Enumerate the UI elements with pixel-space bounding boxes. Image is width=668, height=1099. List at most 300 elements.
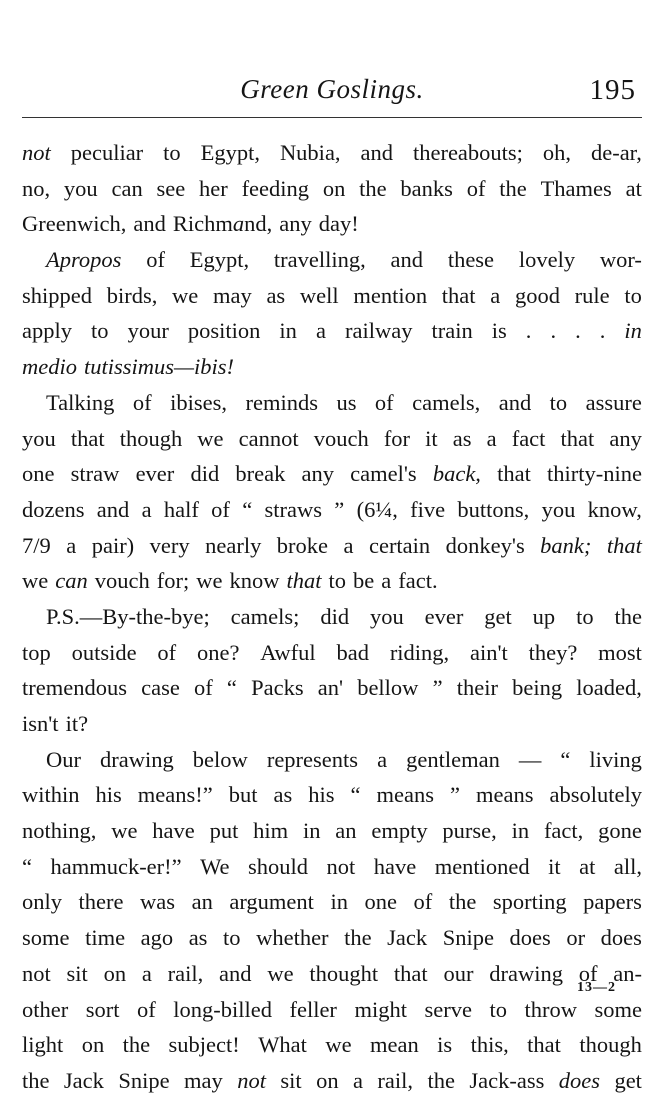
roman-text: to (328, 568, 347, 594)
word (365, 884, 398, 920)
word (320, 599, 349, 635)
word (22, 563, 48, 599)
word (210, 813, 239, 849)
roman-text: nearly (205, 532, 262, 558)
text-line (22, 278, 642, 314)
roman-text: dozens (22, 496, 85, 522)
word (598, 635, 642, 671)
word (499, 171, 527, 207)
roman-text: being (512, 675, 563, 701)
word (370, 599, 404, 635)
word (586, 385, 642, 421)
word (287, 563, 322, 599)
roman-text: outside (71, 639, 137, 665)
roman-text: that (527, 1032, 561, 1058)
word (337, 635, 370, 671)
word (190, 456, 219, 492)
word (476, 777, 533, 813)
word (22, 956, 51, 992)
roman-text: up (532, 603, 556, 629)
word (615, 599, 643, 635)
word (301, 456, 334, 492)
word (607, 528, 642, 564)
roman-text: bad (336, 639, 369, 665)
roman-text: Snipe (442, 925, 494, 951)
text-line (22, 385, 642, 421)
roman-text: . (599, 318, 606, 344)
word (84, 349, 234, 385)
italic-text: medio (22, 354, 77, 380)
word (588, 492, 642, 528)
word (543, 135, 571, 171)
roman-text: a (141, 496, 152, 522)
roman-text: the (427, 1067, 455, 1093)
roman-text: does (600, 925, 642, 951)
word (280, 1063, 301, 1099)
text-line (22, 742, 642, 778)
text-line (22, 884, 642, 920)
word (375, 385, 394, 421)
roman-text: that (393, 960, 428, 986)
roman-text: purse, (442, 818, 497, 844)
word (369, 528, 430, 564)
roman-text: get (614, 1067, 642, 1093)
word (450, 777, 460, 813)
word (566, 920, 585, 956)
body-text (22, 135, 642, 1099)
roman-text: our (443, 960, 474, 986)
word (97, 492, 130, 528)
word (96, 777, 122, 813)
word (300, 278, 339, 314)
word (512, 421, 546, 457)
word (163, 135, 181, 171)
roman-text: in (302, 818, 321, 844)
word (497, 456, 531, 492)
word (169, 1027, 240, 1063)
roman-text: did (190, 461, 220, 487)
roman-text: this, (470, 1032, 509, 1058)
roman-text: ain't (470, 639, 508, 665)
roman-text: serve (424, 996, 472, 1022)
roman-text: We (200, 853, 230, 879)
roman-text: a (66, 532, 77, 558)
roman-text: in (511, 818, 530, 844)
word (242, 171, 309, 207)
word (598, 813, 642, 849)
word (133, 385, 152, 421)
roman-text: vouch (313, 425, 369, 451)
word (118, 1063, 169, 1099)
roman-text: the (122, 1032, 151, 1058)
word (357, 492, 398, 528)
roman-text: (6¼, (356, 496, 398, 522)
roman-text: and (360, 140, 394, 165)
roman-text: P.S.—By-the-bye; (46, 603, 210, 629)
word (548, 849, 561, 885)
signature-mark: 13—2 (577, 980, 616, 995)
text-line (22, 563, 642, 599)
roman-text: have (373, 853, 417, 879)
word (235, 456, 285, 492)
roman-text: and (498, 389, 532, 415)
roman-text: we (172, 282, 199, 308)
word (550, 777, 642, 813)
word (142, 956, 152, 992)
roman-text: at (625, 175, 642, 201)
running-title: Green Goslings. (240, 74, 424, 104)
roman-text: one (22, 461, 55, 487)
italic-text: Apropos (46, 247, 122, 273)
word (425, 421, 438, 457)
roman-text: does (509, 925, 551, 951)
page-number: 195 (589, 74, 636, 106)
roman-text: for (383, 425, 411, 451)
roman-text: de-ar, (590, 140, 642, 165)
roman-text: any (279, 211, 312, 237)
word (213, 278, 252, 314)
word (624, 278, 642, 314)
roman-text: the (344, 925, 372, 951)
roman-text: we (196, 568, 223, 594)
word (377, 742, 387, 778)
text-line (22, 670, 642, 706)
roman-text: on (81, 1032, 105, 1058)
word (22, 456, 55, 492)
roman-text: buttons, (457, 496, 530, 522)
roman-text: that (441, 282, 476, 308)
word (374, 849, 416, 885)
word (64, 1063, 104, 1099)
word (400, 171, 453, 207)
roman-text: ever (424, 603, 464, 629)
word (188, 313, 261, 349)
roman-text: light (22, 1032, 64, 1058)
word (354, 992, 407, 1028)
word (457, 670, 498, 706)
word (211, 492, 230, 528)
roman-text: time (85, 925, 126, 951)
roman-text: ago (140, 925, 174, 951)
roman-text: a (343, 532, 354, 558)
roman-text: fact, (543, 818, 584, 844)
word (184, 1063, 223, 1099)
roman-text: have (152, 818, 195, 844)
word (540, 528, 591, 564)
word (413, 135, 523, 171)
word (489, 992, 507, 1028)
roman-text: sit (66, 960, 88, 986)
word (325, 1027, 351, 1063)
word (22, 670, 127, 706)
text-line (22, 206, 642, 242)
word (591, 135, 642, 171)
roman-text: as (452, 425, 472, 451)
roman-text: . (550, 318, 557, 344)
word (576, 670, 642, 706)
word (345, 313, 412, 349)
roman-text: that (560, 425, 595, 451)
roman-text: lovely (518, 247, 576, 273)
word (624, 313, 642, 349)
word (141, 670, 180, 706)
roman-text: to (163, 140, 181, 165)
roman-text: put (209, 818, 239, 844)
word (277, 528, 328, 564)
word (575, 313, 581, 349)
roman-text: rail, (377, 1067, 414, 1093)
roman-text: rail, (167, 960, 204, 986)
text-line (22, 492, 642, 528)
word (467, 171, 486, 207)
word (614, 849, 642, 885)
text-line (22, 349, 642, 385)
text-line (22, 920, 642, 956)
word (79, 884, 124, 920)
word (92, 528, 134, 564)
word (137, 992, 156, 1028)
word (381, 563, 391, 599)
italic-text: a (232, 211, 245, 237)
word (390, 635, 449, 671)
roman-text: know, (587, 496, 642, 522)
roman-text: of (413, 889, 433, 915)
word (499, 385, 532, 421)
roman-text: Greenwich, (22, 211, 127, 237)
roman-text: on (322, 175, 346, 201)
roman-text: a (377, 746, 388, 772)
roman-text: her (199, 175, 228, 201)
word (146, 242, 165, 278)
roman-text: we (197, 425, 224, 451)
word (260, 635, 315, 671)
word (22, 1063, 50, 1099)
word (50, 849, 181, 885)
word (600, 313, 606, 349)
roman-text: very (149, 532, 190, 558)
roman-text: your (127, 318, 169, 344)
word (172, 278, 198, 314)
word (350, 456, 417, 492)
roman-text: other (22, 996, 69, 1022)
word (435, 849, 530, 885)
roman-text: in (279, 318, 297, 344)
roman-text: broke (276, 532, 329, 558)
roman-text: and (133, 211, 166, 237)
word (303, 813, 321, 849)
word (484, 599, 512, 635)
roman-text: fact (511, 425, 546, 451)
text-line (22, 956, 642, 992)
roman-text: should (248, 853, 309, 879)
word (544, 813, 583, 849)
word (394, 956, 428, 992)
word (55, 563, 88, 599)
roman-text: at (579, 853, 596, 879)
word (22, 813, 96, 849)
roman-text: these (447, 247, 495, 273)
roman-text: peculiar (70, 140, 144, 165)
word (471, 1027, 509, 1063)
word (391, 242, 424, 278)
roman-text: of (374, 389, 394, 415)
roman-text: the (448, 889, 477, 915)
word (550, 385, 568, 421)
roman-text: half (163, 496, 199, 522)
word (334, 492, 344, 528)
roman-text: birds, (106, 282, 158, 308)
roman-text: long-billed (173, 996, 272, 1022)
word (443, 956, 473, 992)
word (550, 313, 556, 349)
roman-text: drawing (489, 960, 563, 986)
roman-text: . (525, 318, 532, 344)
roman-text: you (541, 496, 576, 522)
roman-text: sporting (492, 889, 567, 915)
word (248, 849, 308, 885)
word (327, 849, 356, 885)
roman-text: camels; (230, 603, 300, 629)
word (529, 635, 578, 671)
roman-text: a (315, 318, 326, 344)
roman-text: know (229, 568, 280, 594)
word (279, 313, 297, 349)
roman-text: any (301, 461, 334, 487)
roman-text: not (22, 960, 51, 986)
roman-text: his (308, 782, 335, 808)
roman-text: isn't (22, 711, 59, 736)
word (344, 528, 354, 564)
word (387, 920, 427, 956)
word (157, 635, 176, 671)
roman-text: rule (574, 282, 610, 308)
word (22, 421, 56, 457)
roman-text: thereabouts; (412, 140, 523, 165)
roman-text: you (63, 175, 98, 201)
roman-text: the (614, 603, 642, 629)
roman-text: one (364, 889, 397, 915)
word (316, 1063, 339, 1099)
word (22, 349, 77, 385)
word (490, 278, 500, 314)
roman-text: we (111, 818, 138, 844)
word (142, 492, 152, 528)
word (111, 171, 142, 207)
word (330, 884, 348, 920)
word (308, 777, 334, 813)
roman-text: or (566, 925, 586, 951)
roman-text: may (212, 282, 252, 308)
roman-text: you (369, 603, 404, 629)
roman-text: empty (371, 818, 428, 844)
roman-text: below (192, 746, 248, 772)
word (22, 884, 62, 920)
roman-text: a (381, 568, 392, 594)
word (318, 670, 343, 706)
word (22, 171, 50, 207)
roman-text: Packs (251, 675, 304, 701)
roman-text: thought (309, 960, 379, 986)
word (107, 278, 158, 314)
word (433, 456, 481, 492)
word (314, 421, 369, 457)
word (575, 278, 610, 314)
roman-text: five (410, 496, 446, 522)
word (469, 1063, 544, 1099)
roman-text: “ (242, 496, 253, 522)
roman-text: no, (22, 175, 51, 201)
word (279, 206, 312, 242)
roman-text: mentioned (434, 853, 530, 879)
word (227, 670, 237, 706)
word (197, 421, 223, 457)
roman-text: a (486, 425, 497, 451)
roman-text: the (359, 175, 387, 201)
roman-text: wor- (599, 247, 642, 273)
word (344, 920, 372, 956)
word (157, 171, 186, 207)
word (361, 135, 394, 171)
roman-text: though (579, 1032, 642, 1058)
roman-text: day! (318, 211, 359, 237)
word (594, 992, 642, 1028)
word (22, 135, 51, 171)
word (136, 456, 175, 492)
roman-text: means (376, 782, 435, 808)
word (72, 635, 137, 671)
word (533, 599, 556, 635)
text-line (22, 635, 642, 671)
roman-text: to (489, 996, 507, 1022)
word (359, 171, 387, 207)
word (412, 385, 480, 421)
word (170, 385, 227, 421)
italic-text: can (55, 568, 88, 594)
word (398, 563, 437, 599)
word (560, 742, 570, 778)
word (199, 171, 228, 207)
word (192, 884, 213, 920)
word (205, 528, 261, 564)
roman-text: straws (264, 496, 322, 522)
word (512, 670, 562, 706)
roman-text: of (194, 675, 213, 701)
word (370, 1027, 419, 1063)
roman-text: gentleman (406, 746, 500, 772)
word (22, 206, 126, 242)
word (193, 742, 248, 778)
word (86, 992, 120, 1028)
roman-text: that (497, 461, 531, 487)
word (353, 563, 374, 599)
word (527, 1027, 561, 1063)
roman-text: that (70, 425, 105, 451)
word (443, 920, 494, 956)
page-header (22, 70, 642, 110)
word (164, 492, 199, 528)
word (371, 813, 427, 849)
word (22, 278, 92, 314)
word (329, 563, 347, 599)
roman-text: it? (65, 711, 89, 736)
roman-text: drawing (100, 746, 174, 772)
roman-text: to (91, 318, 109, 344)
roman-text: to (549, 389, 568, 415)
roman-text: ” (432, 675, 443, 701)
word (351, 777, 361, 813)
italic-text: tutissimus—ibis! (84, 354, 235, 380)
roman-text: oh, (542, 140, 572, 165)
